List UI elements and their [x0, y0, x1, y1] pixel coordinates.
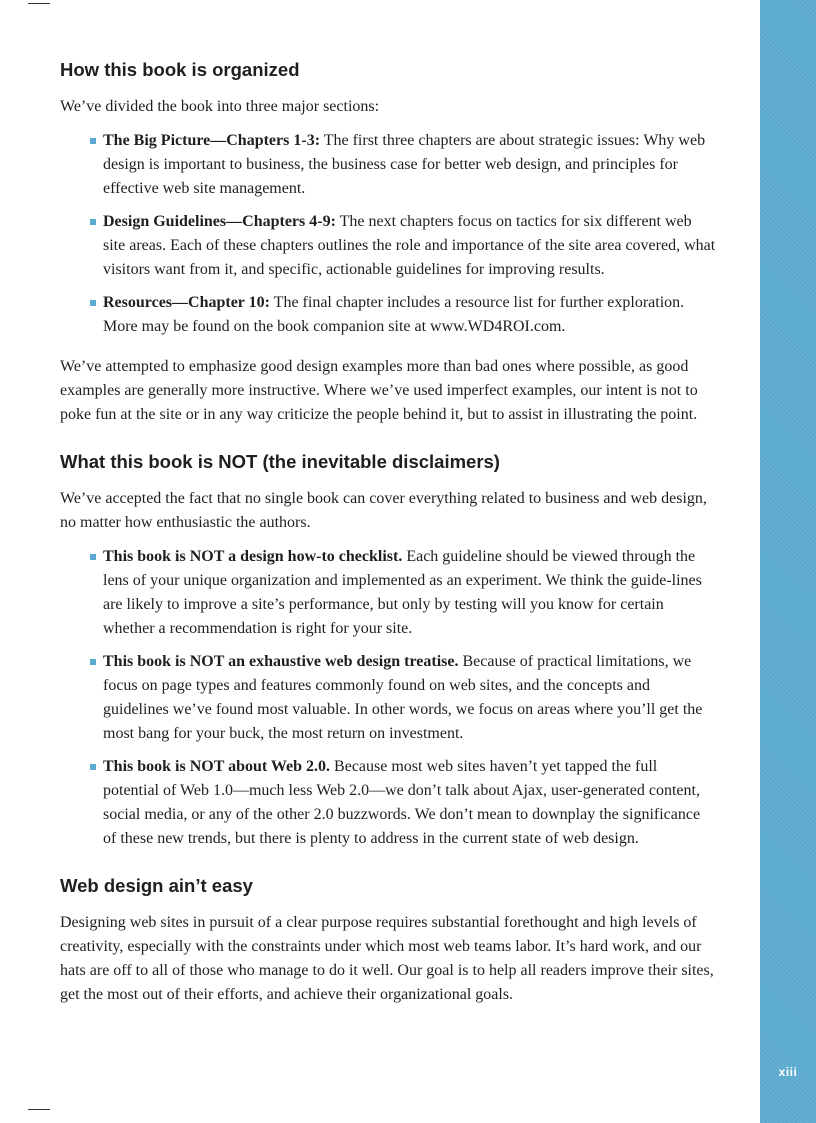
section-intro: We’ve accepted the fact that no single book can cover everything related to business and web design, no matter how enthusiastic the authors. [60, 490, 707, 531]
list-item-text: The first three chapters are about strategic issues: Why web design is important to business, the business case for better web design, and principles for effective web site management. [103, 132, 706, 197]
page-content [60, 57, 716, 1029]
list-item-lead: This book is NOT an exhaustive web design treatise. [103, 653, 459, 670]
list-item [103, 129, 716, 201]
bullet-list [60, 129, 716, 339]
list-item-text: Each guideline should be viewed through the lens of your unique organization and implemented as an experiment. We think the guide-lines are likely to improve a site’s performance, but only by testing will you know for certain whether a recommendation is right for your site. [103, 548, 702, 637]
page-number: xiii [778, 1065, 798, 1079]
page-edge-band [760, 0, 816, 1123]
section-intro: Designing web sites in pursuit of a clear purpose requires substantial forethought and high levels of creativity, especially with the constraints under which most web teams labor. It’s hard work, and our hats are off to all of those who manage to do it well. Our goal is to help all readers improve their sites, get the most out of their efforts, and achieve their organizational goals. [60, 914, 714, 1003]
section-heading: Web design ain’t easy [60, 875, 253, 896]
list-item-lead: Resources—Chapter 10: [103, 294, 270, 311]
list-item-text: Because of practical limitations, we focus on page types and features commonly found on web sites, and the concepts and guidelines we’ve found most valuable. In other words, we focus on areas where you’ll get the most bang for your buck, the most return on investment. [103, 653, 703, 742]
list-item [103, 650, 716, 746]
section-organization [60, 57, 716, 427]
crop-mark-bottom [28, 1109, 50, 1110]
list-item [103, 210, 716, 282]
list-item-lead: Design Guidelines—Chapters 4-9: [103, 213, 336, 230]
crop-mark-top [28, 3, 50, 4]
list-item-lead: This book is NOT about Web 2.0. [103, 758, 331, 775]
list-item-lead: This book is NOT a design how-to checklist. [103, 548, 403, 565]
list-item [103, 545, 716, 641]
list-item-lead: The Big Picture—Chapters 1-3: [103, 132, 321, 149]
section-intro: We’ve divided the book into three major sections: [60, 98, 380, 115]
list-item [103, 755, 716, 851]
section-heading: What this book is NOT (the inevitable disclaimers) [60, 451, 500, 472]
section-web-design [60, 873, 716, 1007]
list-item [103, 291, 716, 339]
list-item-text: Because most web sites haven’t yet tapped the full potential of Web 1.0—much less Web 2.0—we don’t talk about Ajax, user-generated content, social media, or any of the other 2.0 buzzwords. We don’t mean to downplay the significance of these new trends, but there is plenty to address in the current state of web design. [103, 758, 701, 847]
bullet-list [60, 545, 716, 851]
section-outro: We’ve attempted to emphasize good design examples more than bad ones where possible, as good examples are generally more instructive. Where we’ve used imperfect examples, our intent is not to poke fun at the site or in any way criticize the people behind it, but to assist in illustrating the point. [60, 358, 698, 423]
list-item-text: The final chapter includes a resource list for further exploration. More may be found on the book companion site at www.WD4ROI.com. [103, 294, 685, 335]
section-heading: How this book is organized [60, 59, 300, 80]
list-item-text: The next chapters focus on tactics for six different web site areas. Each of these chapters outlines the role and importance of the site area covered, what visitors want from it, and specific, actionable guidelines for improving results. [103, 213, 716, 278]
section-disclaimers [60, 449, 716, 851]
